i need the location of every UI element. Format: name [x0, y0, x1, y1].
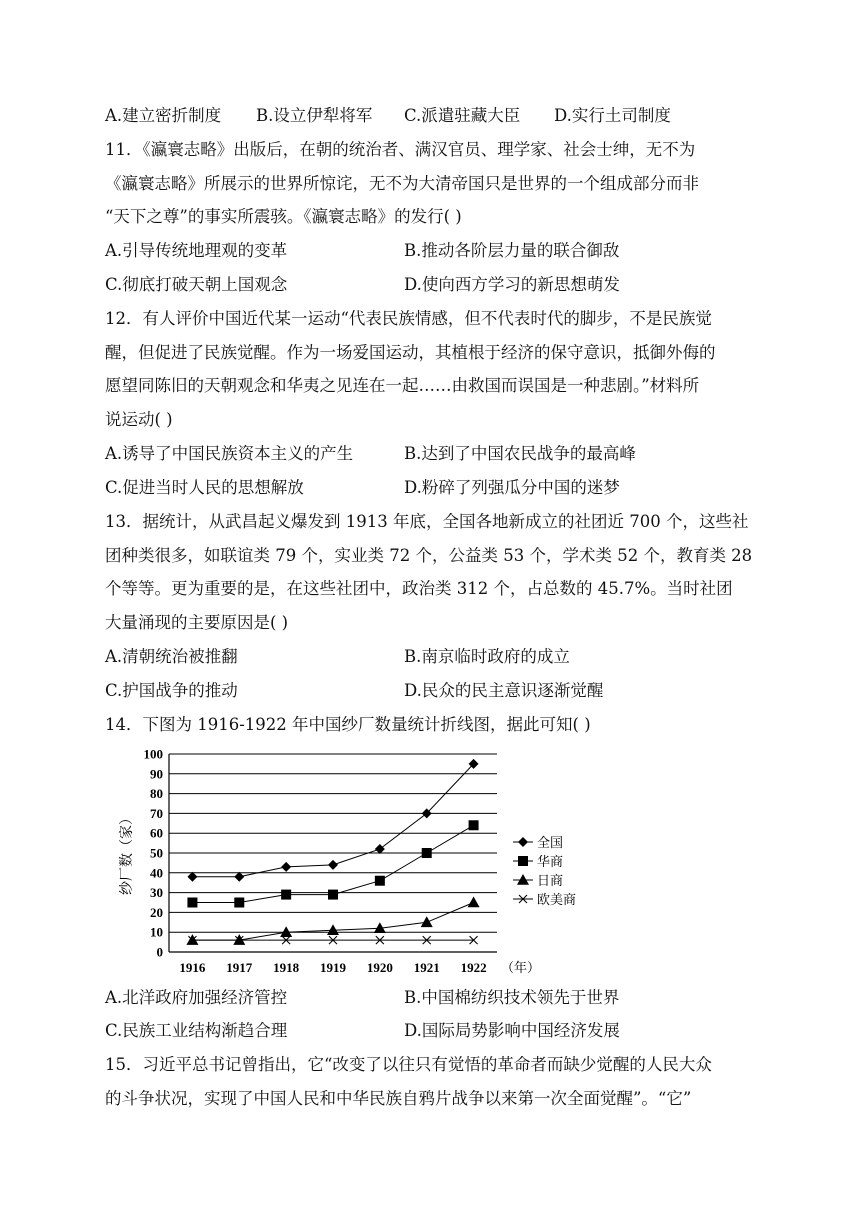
y-tick-label: 60: [150, 825, 163, 841]
data-point: [468, 897, 480, 908]
legend-label: 欧美商: [537, 892, 577, 907]
q13-stem-line: 个等等。更为重要的是，在这些社团中，政治类 312 个，占总数的 45.7%。当时社团: [105, 579, 733, 598]
series-line-0: [192, 764, 473, 877]
q12-option-d[interactable]: D.粉碎了列强瓜分中国的迷梦: [404, 478, 620, 497]
legend-marker: [518, 837, 528, 847]
x-tick-label: 1918: [273, 960, 300, 975]
q14-stem-line: 14．下图为 1916-1922 年中国纱厂数量统计折线图，据此可知( ): [105, 715, 591, 734]
q14-option-d[interactable]: D.国际局势影响中国经济发展: [404, 1021, 620, 1040]
y-tick-label: 10: [150, 924, 163, 940]
data-point: [281, 862, 291, 872]
q11-option-a[interactable]: A.引导传统地理观的变革: [105, 241, 288, 260]
q12-option-c[interactable]: C.促进当时人民的思想解放: [105, 478, 304, 497]
data-point: [421, 916, 433, 927]
legend-label: 华商: [537, 854, 564, 869]
q11-option-d[interactable]: D.使向西方学习的新思想萌发: [404, 275, 620, 294]
y-tick-label: 40: [150, 865, 163, 881]
q14-option-a[interactable]: A.北洋政府加强经济管控: [105, 988, 288, 1007]
x-tick-label: 1916: [179, 960, 206, 975]
q13-stem-line: 13．据统计，从武昌起义爆发到 1913 年底，全国各地新成立的社团近 700 个，这些社: [105, 512, 749, 531]
y-tick-label: 30: [150, 885, 163, 901]
data-point: [281, 890, 291, 900]
legend-marker: [517, 874, 529, 885]
data-point: [422, 848, 432, 858]
q15-stem-line: 的斗争状况，实现了中国人民和中华民族自鸦片战争以来第一次全面觉醒”。“它”: [105, 1089, 692, 1108]
x-axis-label: （年）: [501, 960, 541, 975]
q10-option-b[interactable]: B.设立伊犁将军: [256, 106, 373, 125]
data-point: [469, 820, 479, 830]
y-tick-label: 90: [150, 766, 163, 782]
q10-option-c[interactable]: C.派遣驻藏大臣: [404, 106, 521, 125]
q13-stem-line: 团种类很多，如联谊类 79 个，实业类 72 个，公益类 53 个，学术类 52 个，教育类 28: [105, 546, 753, 565]
data-point: [234, 898, 244, 908]
legend-marker: [518, 856, 528, 866]
data-point: [328, 860, 338, 870]
x-tick-label: 1917: [226, 960, 253, 975]
q13-option-b[interactable]: B.南京临时政府的成立: [404, 647, 570, 666]
y-tick-label: 70: [150, 805, 163, 821]
y-tick-label: 100: [143, 746, 163, 762]
q12-stem-line: 醒，但促进了民族觉醒。作为一场爱国运动，其植根于经济的保守意识，抵御外侮的: [105, 343, 716, 362]
q11-option-c[interactable]: C.彻底打破天朝上国观念: [105, 275, 288, 294]
y-tick-label: 80: [150, 786, 163, 802]
data-point: [187, 898, 197, 908]
x-tick-label: 1919: [320, 960, 346, 975]
q13-option-c[interactable]: C.护国战争的推动: [105, 681, 238, 700]
q12-stem-line: 说运动( ): [105, 410, 173, 429]
q12-stem-line: 愿望同陈旧的天朝观念和华夷之见连在一起……由救国而误国是一种悲剧。”材料所: [105, 376, 700, 395]
q10-option-a[interactable]: A.建立密折制度: [105, 106, 222, 125]
q13-option-d[interactable]: D.民众的民主意识逐渐觉醒: [404, 681, 604, 700]
q11-option-b[interactable]: B.推动各阶层力量的联合御敌: [404, 241, 620, 260]
q15-stem-line: 15．习近平总书记曾指出，它“改变了以往只有觉悟的革命者而缺少觉醒的人民大众: [105, 1055, 712, 1074]
data-point: [328, 890, 338, 900]
data-point: [375, 876, 385, 886]
q14-option-c[interactable]: C.民族工业结构渐趋合理: [105, 1021, 288, 1040]
y-tick-label: 50: [150, 845, 163, 861]
y-tick-label: 20: [150, 904, 163, 920]
legend-label: 日商: [537, 873, 564, 888]
q13-stem-line: 大量涌现的主要原因是( ): [105, 613, 289, 632]
q12-option-b[interactable]: B.达到了中国农民战争的最高峰: [404, 444, 636, 463]
q10-option-d[interactable]: D.实行土司制度: [554, 106, 671, 125]
y-axis-label: 纱厂数（家）: [120, 811, 135, 895]
q12-option-a[interactable]: A.诱导了中国民族资本主义的产生: [105, 444, 354, 463]
q13-option-a[interactable]: A.清朝统治被推翻: [105, 647, 238, 666]
y-tick-label: 0: [156, 944, 163, 960]
q14-option-b[interactable]: B.中国棉纺织技术领先于世界: [404, 988, 620, 1007]
spinning-mill-line-chart: [105, 742, 605, 978]
q11-stem-line: “天下之尊”的事实所震骇。《瀛寰志略》的发行( ): [105, 207, 462, 226]
q12-stem-line: 12．有人评价中国近代某一运动“代表民族情感，但不代表时代的脚步，不是民族觉: [105, 309, 712, 328]
q11-stem-line: 《瀛寰志略》所展示的世界所惊诧，无不为大清帝国只是世界的一个组成部分而非: [105, 174, 699, 193]
x-tick-label: 1922: [460, 960, 487, 975]
legend-label: 全国: [537, 835, 564, 850]
x-tick-label: 1921: [413, 960, 440, 975]
x-tick-label: 1920: [366, 960, 393, 975]
q11-stem-line: 11．《瀛寰志略》出版后，在朝的统治者、满汉官员、理学家、社会士绅，无不为: [105, 140, 696, 159]
